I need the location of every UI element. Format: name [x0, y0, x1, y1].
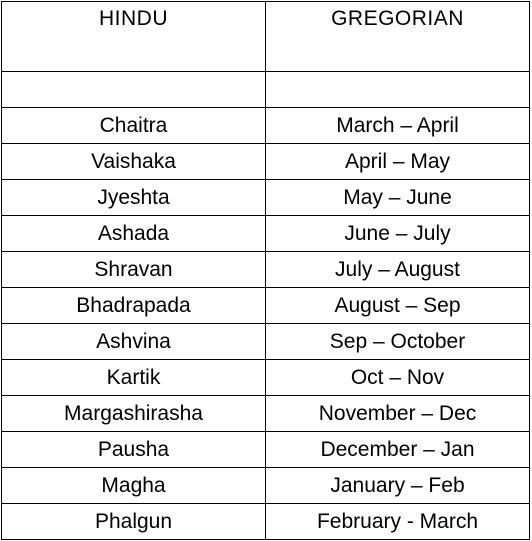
- table-row: [2, 216, 530, 252]
- gregorian-month-cell: May – June: [266, 180, 530, 216]
- gregorian-month-cell: July – August: [266, 252, 530, 288]
- hindu-month-cell: Kartik: [2, 360, 266, 396]
- table-row: [2, 252, 530, 288]
- hindu-month-cell: Vaishaka: [2, 144, 266, 180]
- empty-cell-hindu: [2, 72, 266, 108]
- header-row: [2, 2, 530, 72]
- table-row: [2, 144, 530, 180]
- table-row: [2, 504, 530, 540]
- table-row: [2, 432, 530, 468]
- month-conversion-table: [1, 1, 530, 540]
- hindu-month-cell: Bhadrapada: [2, 288, 266, 324]
- gregorian-month-cell: February - March: [266, 504, 530, 540]
- hindu-month-cell: Chaitra: [2, 108, 266, 144]
- table-row: [2, 468, 530, 504]
- hindu-month-cell: Phalgun: [2, 504, 266, 540]
- table-row: [2, 108, 530, 144]
- hindu-month-cell: Ashvina: [2, 324, 266, 360]
- gregorian-month-cell: August – Sep: [266, 288, 530, 324]
- hindu-month-cell: Margashirasha: [2, 396, 266, 432]
- gregorian-column-header: GREGORIAN: [266, 2, 530, 72]
- table-row: [2, 324, 530, 360]
- table-row: [2, 396, 530, 432]
- hindu-month-cell: Pausha: [2, 432, 266, 468]
- empty-cell-gregorian: [266, 72, 530, 108]
- gregorian-month-cell: April – May: [266, 144, 530, 180]
- table-row: [2, 288, 530, 324]
- hindu-column-header: HINDU: [2, 2, 266, 72]
- gregorian-month-cell: Oct – Nov: [266, 360, 530, 396]
- table-row: [2, 180, 530, 216]
- hindu-month-cell: Shravan: [2, 252, 266, 288]
- gregorian-month-cell: March – April: [266, 108, 530, 144]
- gregorian-month-cell: Sep – October: [266, 324, 530, 360]
- hindu-month-cell: Ashada: [2, 216, 266, 252]
- hindu-month-cell: Magha: [2, 468, 266, 504]
- gregorian-month-cell: December – Jan: [266, 432, 530, 468]
- hindu-month-cell: Jyeshta: [2, 180, 266, 216]
- gregorian-month-cell: June – July: [266, 216, 530, 252]
- empty-row: [2, 72, 530, 108]
- table-row: [2, 360, 530, 396]
- gregorian-month-cell: January – Feb: [266, 468, 530, 504]
- gregorian-month-cell: November – Dec: [266, 396, 530, 432]
